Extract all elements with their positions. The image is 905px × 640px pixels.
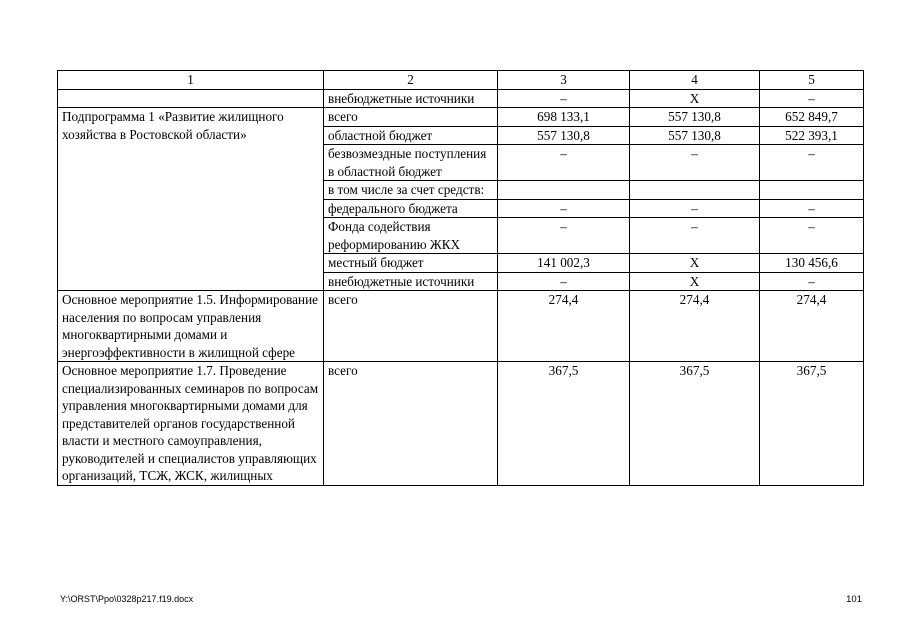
value-cell-col3: 274,4 [498,291,630,362]
value-cell-col5: 522 393,1 [760,126,864,145]
value-cell-col3: – [498,145,630,181]
value-cell-col3: – [498,89,630,108]
source-cell: внебюджетные источники [324,89,498,108]
page-number: 101 [846,594,862,605]
row-name-cell [58,89,324,108]
value-cell-col3: – [498,272,630,291]
value-cell-col3: 698 133,1 [498,108,630,127]
source-cell: всего [324,362,498,486]
value-cell-col3: – [498,199,630,218]
value-cell-col4 [630,181,760,200]
value-cell-col5: – [760,145,864,181]
activity-name-cell: Основное мероприятие 1.5. Информирование населения по вопросам управления многоквартирными домами и энергоэффективности в жилищной сфере [58,291,324,362]
table-row [58,89,864,108]
value-cell-col3: 367,5 [498,362,630,486]
value-cell-col5 [760,181,864,200]
value-cell-col3: 557 130,8 [498,126,630,145]
value-cell-col5: – [760,199,864,218]
source-cell: безвозмездные поступления в областной бюджет [324,145,498,181]
value-cell-col4: 557 130,8 [630,126,760,145]
value-cell-col3 [498,181,630,200]
value-cell-col5: 652 849,7 [760,108,864,127]
source-cell: Фонда содействия реформированию ЖКХ [324,218,498,254]
value-cell-col5: – [760,272,864,291]
header-col-4: 4 [630,71,760,90]
table-row [58,362,864,486]
source-cell: федерального бюджета [324,199,498,218]
value-cell-col4: – [630,218,760,254]
value-cell-col4: – [630,145,760,181]
value-cell-col5: 367,5 [760,362,864,486]
source-cell: в том числе за счет средств: [324,181,498,200]
source-cell: местный бюджет [324,254,498,273]
source-cell: всего [324,108,498,127]
header-col-3: 3 [498,71,630,90]
table-row [58,291,864,362]
value-cell-col3: 141 002,3 [498,254,630,273]
header-col-1: 1 [58,71,324,90]
source-cell: внебюджетные источники [324,272,498,291]
value-cell-col5: – [760,89,864,108]
subprogram-name-cell: Подпрограмма 1 «Развитие жилищного хозяйства в Ростовской области» [58,108,324,291]
budget-table [57,70,864,486]
value-cell-col4: Х [630,272,760,291]
header-col-5: 5 [760,71,864,90]
value-cell-col4: 557 130,8 [630,108,760,127]
value-cell-col4: Х [630,254,760,273]
header-col-2: 2 [324,71,498,90]
source-cell: областной бюджет [324,126,498,145]
source-cell: всего [324,291,498,362]
activity-name-cell: Основное мероприятие 1.7. Проведение специализированных семинаров по вопросам управления многоквартирными домами для представителей органов государственной власти и местного самоуправления, руководителей и специалистов управляющих организаций, ТСЖ, ЖСК, жилищных [58,362,324,486]
value-cell-col5: 130 456,6 [760,254,864,273]
footer-file-path: Y:\ORST\Ppo\0328p217.f19.docx [60,594,194,604]
table-header-row [58,71,864,90]
value-cell-col4: Х [630,89,760,108]
value-cell-col4: 367,5 [630,362,760,486]
value-cell-col3: – [498,218,630,254]
value-cell-col5: – [760,218,864,254]
table-row [58,108,864,127]
value-cell-col5: 274,4 [760,291,864,362]
value-cell-col4: – [630,199,760,218]
value-cell-col4: 274,4 [630,291,760,362]
